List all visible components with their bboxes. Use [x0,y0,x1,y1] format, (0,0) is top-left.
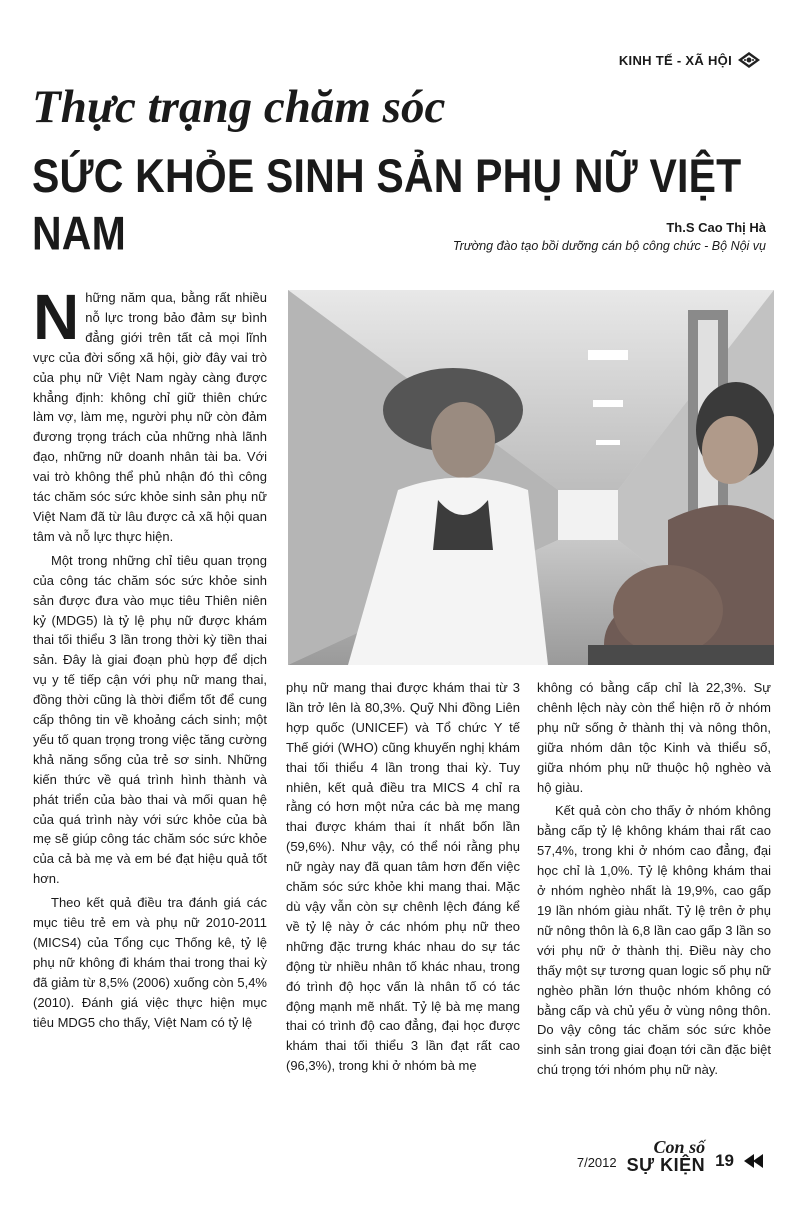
magazine-logo-top: Con số [653,1137,706,1157]
magazine-logo [627,1138,705,1174]
left-arrow-icon [744,1154,764,1168]
article-column-3 [537,678,771,1084]
article-column-2 [286,678,520,1080]
paragraph-4: Kết quả còn cho thấy ở nhóm không bằng cấp tỷ lệ không khám thai rất cao 57,4%, trong khi ở nhóm cao đẳng, đại học chỉ là 1,0%. Tỷ lệ không khám thai ở nhóm nghèo nhất là 19,9%, cao gấp 19 lần nhóm giàu nhất. Tỷ lệ trên ở phụ nữ nông thôn là 6,8 lần cao gấp 3 lần so với phụ nữ ở thành thị. Điều này cho thấy một sự tương quan logic số phụ nữ nghèo phần lớn thuộc nhóm không có bằng cấp và chủ yếu ở vùng nông thôn. Do vậy công tác chăm sóc sức khỏe sinh sản trong giai đoạn tới cần đặc biệt chú trọng tới nhóm phụ nữ này. [537,803,771,1078]
hospital-corridor-illustration [288,290,774,665]
section-label: KINH TẾ - XÃ HỘI [618,52,732,68]
paragraph-3: Theo kết quả điều tra đánh giá các mục tiêu trẻ em và phụ nữ 2010-2011 (MICS4) của Tổng cục Thống kê, tỷ lệ phụ nữ không đi khám thai trong thai kỳ đã giảm từ 8,5% (2006) xuống còn 5,4% (2010). Đánh giá việc thực hiện mục tiêu MDG5 cho thấy, Việt Nam có tỷ lệ [33,895,267,1030]
paragraph-1-text: hững năm qua, bằng rất nhiều nỗ lực trong bảo đảm sự bình đẳng giới trên tất cả mọi lĩnh vực của đời sống xã hội, giờ đây vai trò của phụ nữ Việt Nam ngày càng được khẳng định: không chỉ giữ thiên chức làm vợ, làm mẹ, người phụ nữ còn đảm đương trọng trách của những nhà lãnh đạo, những nữ doanh nhân tài ba. Với vai trò không thể phủ nhận đó thì công tác chăm sóc sức khỏe sinh sản phụ nữ Việt Nam đã từ lâu được cả xã hội quan tâm và nỗ lực thực hiện. [33,290,267,544]
article-photo [288,290,774,665]
page-number: 19 [715,1151,734,1170]
magazine-logo-bottom: SỰ KIỆN [626,1155,706,1175]
paragraph-1 [33,281,267,547]
author-affiliation: Trường đào tạo bồi dưỡng cán bộ công chức - Bộ Nội vụ [452,239,766,253]
page-footer [577,1138,764,1174]
paragraph-3-continued-2: không có bằng cấp chỉ là 22,3%. Sự chênh lệch này còn thể hiện rõ ở nhóm phụ nữ sống ở thành thị và nông thôn, giữa nhóm dân tộc Kinh và thiểu số, giữa nhóm phụ nữ thuộc hộ nghèo và hộ giàu. [537,680,771,795]
article-title-line1: Thực trạng chăm sóc [32,81,446,133]
section-header [619,52,760,68]
drop-cap: N [33,281,80,353]
paragraph-3-continued: phụ nữ mang thai được khám thai từ 3 lần trở lên là 80,3%. Quỹ Nhi đồng Liên hợp quốc (UNICEF) và Tổ chức Y tế Thế giới (WHO) cũng khuyến nghị khám thai tối thiểu 4 lần trong thai kỳ. Tuy nhiên, kết quả điều tra MICS 4 chỉ ra rằng có hơn một nửa các bà mẹ mang thai được khám thai ít nhất bốn lần (59,6%). Như vậy, có thể nói rằng phụ nữ ngày nay đã quan tâm hơn đến việc chăm sóc sức khỏe khi mang thai. Mặc dù vậy vẫn còn sự chênh lệch đáng kể về tỷ lệ này ở các nhóm phụ nữ theo những đặc trưng khác nhau do sự tác động từ nhiều nhân tố khác nhau, trong đó trình độ học vấn là nhân tố có tác động mạnh mẽ nhất. Tỷ lệ bà mẹ mang thai có trình độ cao đẳng, đại học được khám thai tối thiểu 3 lần đạt rất cao (96,3%), trong khi ở nhóm bà mẹ [286,680,520,1074]
article-column-1 [33,281,267,1037]
article-title-line2: SỨC KHỎE SINH SẢN PHỤ NỮ VIỆT NAM [32,149,742,260]
author-name: Th.S Cao Thị Hà [666,220,766,235]
paragraph-2: Một trong những chỉ tiêu quan trọng của công tác chăm sóc sức khỏe sinh sản được đưa vào mục tiêu Thiên niên kỷ (MDG5) là tỷ lệ phụ nữ được khám thai tối thiểu 3 lần trong thời kỳ tiền thai sản. Đây là giai đoạn phù hợp để dịch vụ y tế tiếp cận với phụ nữ mang thai, đồng thời cũng là thời điểm tốt để cung cấp thông tin về khoảng cách sinh; một yếu tố quan trọng trong việc tăng cường khả năng sống của trẻ sơ sinh. Những kiến thức về quá trình hình thành và phát triển của bào thai và mối quan hệ của quá trình này với sức khỏe của bà mẹ sẽ giúp công tác chăm sóc sức khỏe của cả bà mẹ và em bé đạt hiệu quả tốt hơn. [33,552,267,887]
issue-date: 7/2012 [576,1155,617,1170]
diamond-ornament-icon [738,52,760,68]
